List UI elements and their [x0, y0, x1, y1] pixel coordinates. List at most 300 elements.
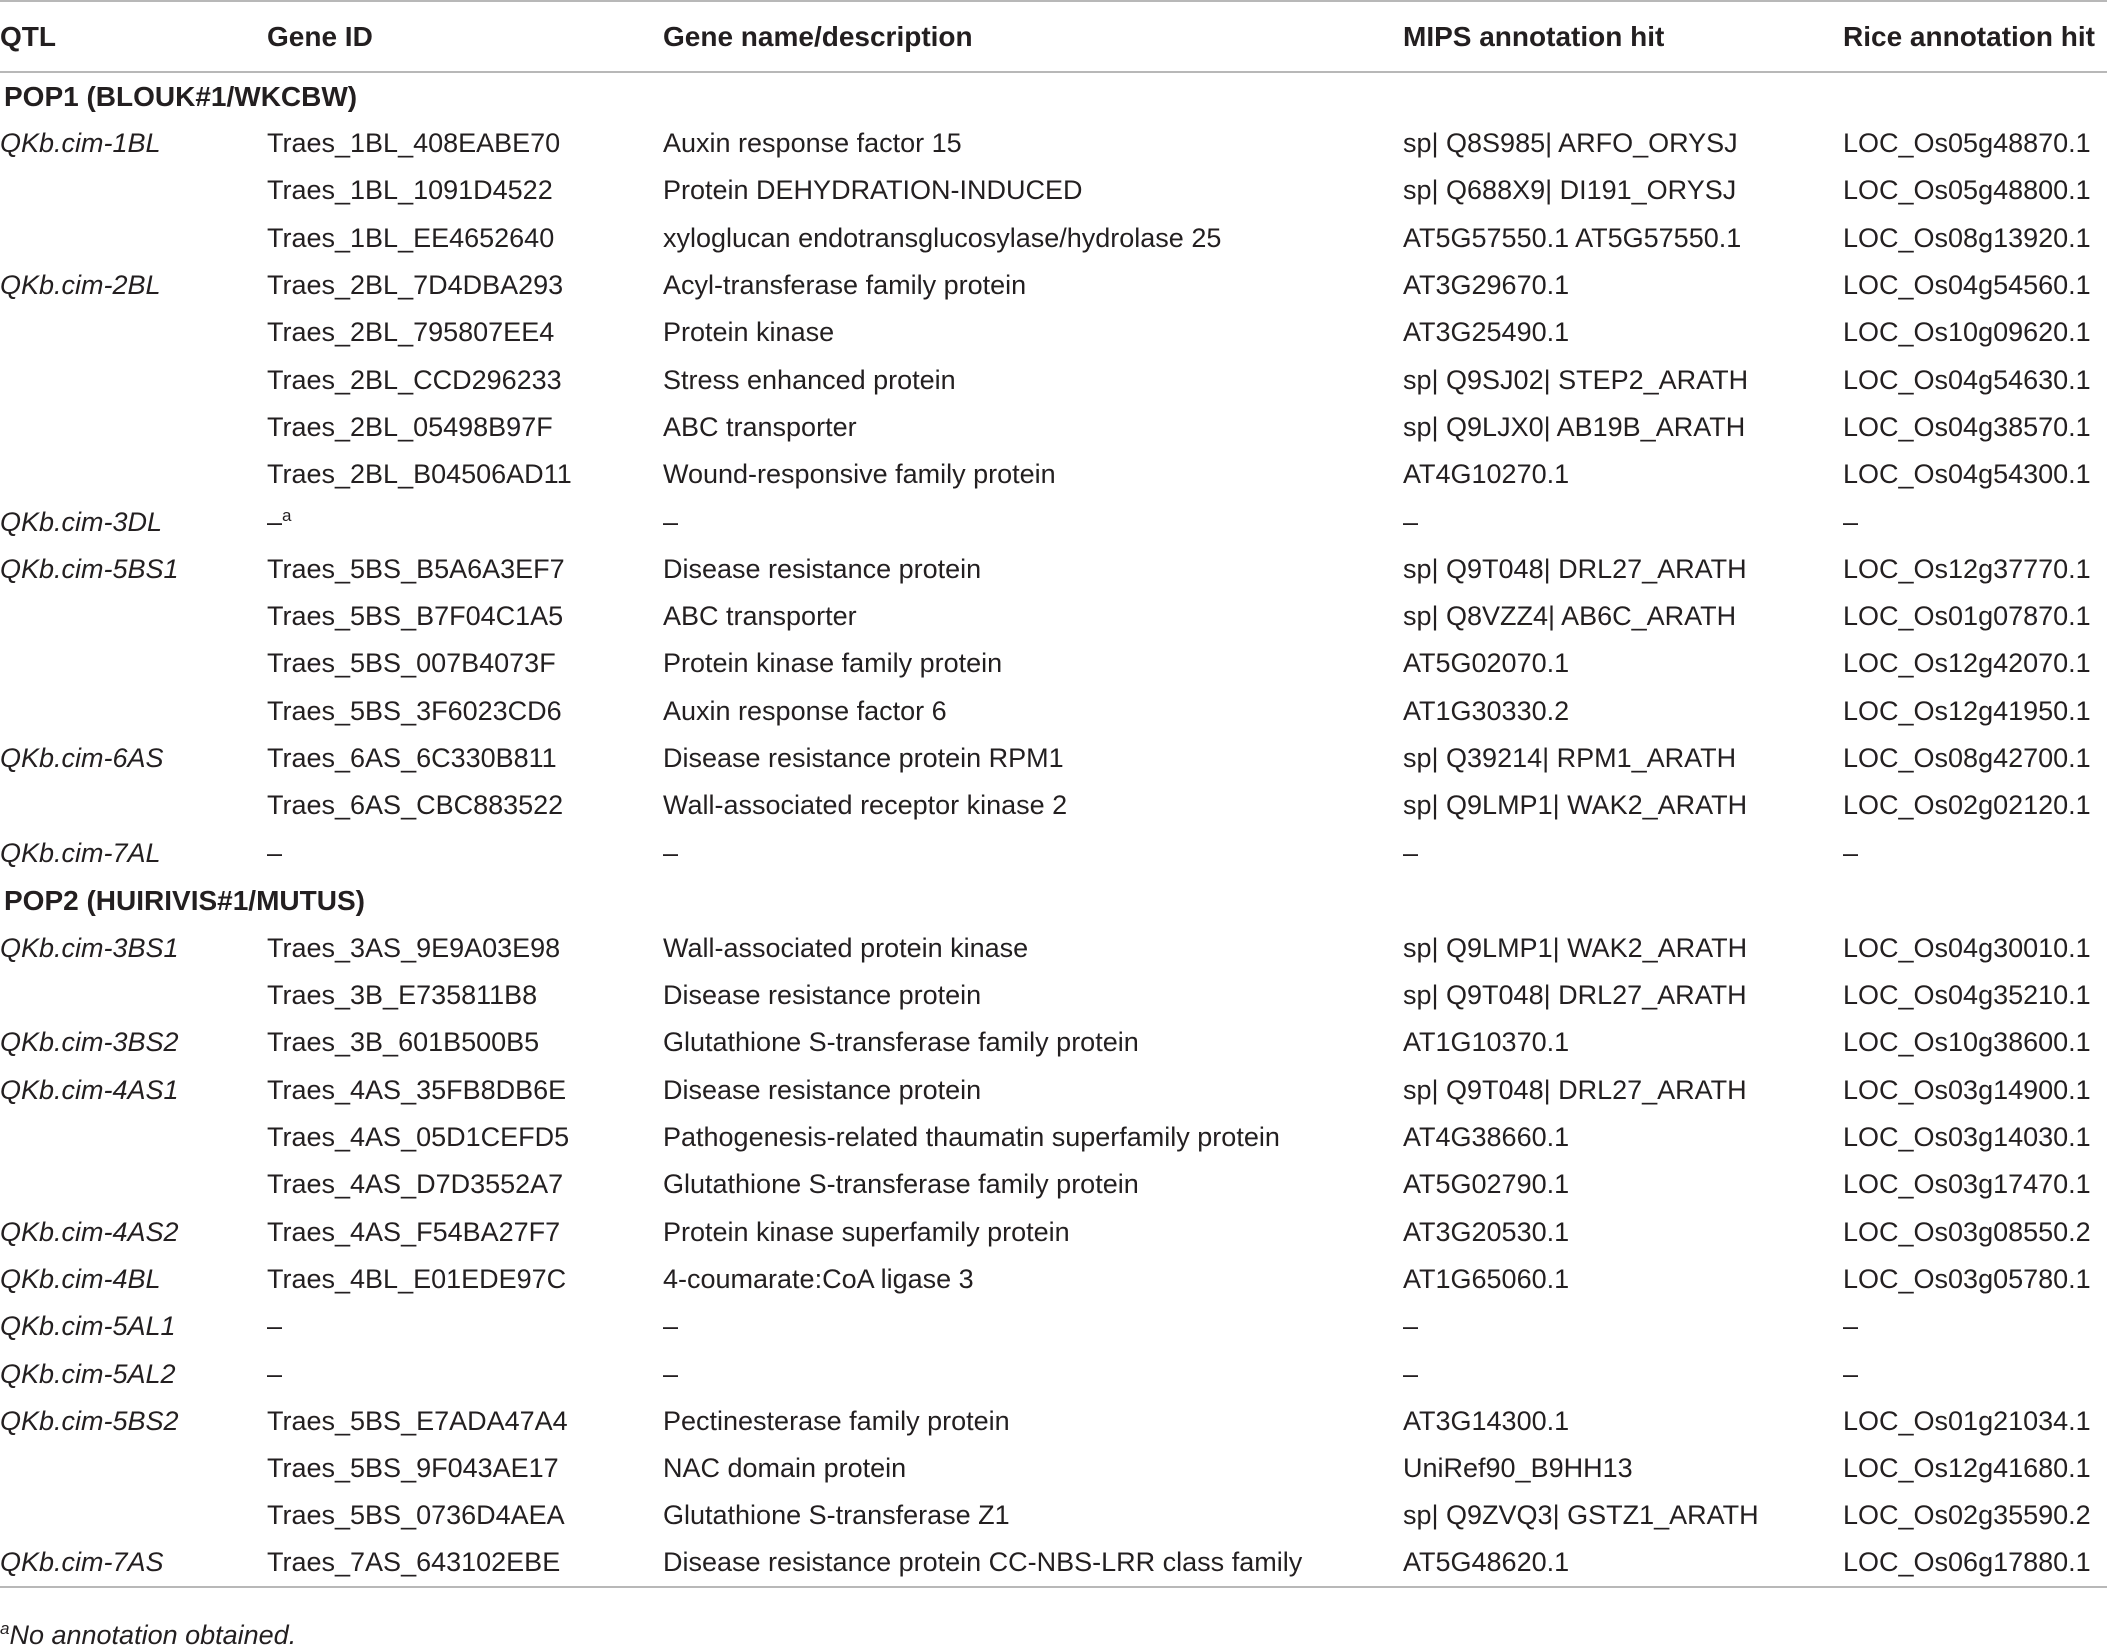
gene-id-cell — [267, 1540, 663, 1587]
gene-id-cell — [267, 1303, 663, 1350]
table-row — [0, 1492, 2107, 1539]
description-cell-text: Protein kinase superfamily protein — [663, 1216, 1070, 1247]
mips-cell — [1403, 972, 1843, 1019]
mips-cell-text: AT3G20530.1 — [1403, 1216, 1570, 1247]
description-cell — [663, 925, 1403, 972]
description-cell — [663, 215, 1403, 262]
table-row — [0, 1067, 2107, 1114]
description-cell-text: NAC domain protein — [663, 1453, 907, 1484]
table-row — [0, 451, 2107, 498]
qtl-cell-text: QKb.cim-5AL1 — [0, 1311, 176, 1342]
description-cell — [663, 498, 1403, 545]
gene-id-cell-text: Traes_4AS_35FB8DB6E — [267, 1074, 567, 1105]
rice-cell — [1843, 120, 2107, 167]
rice-cell — [1843, 1303, 2107, 1350]
qtl-cell — [0, 546, 267, 593]
rice-cell — [1843, 1256, 2107, 1303]
gene-id-cell — [267, 782, 663, 829]
rice-cell-text: – — [1843, 1311, 1859, 1342]
description-cell — [663, 1067, 1403, 1114]
header-qtl: QTL — [0, 1, 267, 72]
description-cell-text: Glutathione S-transferase family protein — [663, 1027, 1139, 1058]
description-cell-text: – — [663, 506, 679, 537]
gene-id-cell — [267, 120, 663, 167]
rice-cell-text: LOC_Os05g48800.1 — [1843, 175, 2091, 206]
description-cell-text: 4-coumarate:CoA ligase 3 — [663, 1263, 974, 1294]
table-row — [0, 1161, 2107, 1208]
description-cell — [663, 404, 1403, 451]
rice-cell — [1843, 167, 2107, 214]
qtl-cell-text: QKb.cim-5AL2 — [0, 1358, 176, 1389]
gene-id-cell — [267, 688, 663, 735]
rice-cell-text: LOC_Os08g42700.1 — [1843, 743, 2091, 773]
mips-cell-text: AT5G02070.1 — [1403, 648, 1570, 679]
description-cell-text: Disease resistance protein — [663, 980, 982, 1011]
section-title: POP2 (HUIRIVIS#1/MUTUS) — [4, 884, 365, 916]
description-cell-text: – — [663, 837, 679, 868]
rice-cell-text: LOC_Os12g41950.1 — [1843, 695, 2091, 726]
qtl-cell — [0, 120, 267, 167]
mips-cell — [1403, 782, 1843, 829]
gene-id-cell — [267, 1445, 663, 1492]
rice-cell — [1843, 1492, 2107, 1539]
description-cell-text: Pathogenesis-related thaumatin superfamily protein — [663, 1122, 1280, 1153]
gene-id-cell-text: Traes_5BS_E7ADA47A4 — [267, 1405, 568, 1436]
rice-cell — [1843, 782, 2107, 829]
description-cell-text: Disease resistance protein CC-NBS-LRR class family — [663, 1547, 1303, 1578]
gene-id-cell-text: Traes_6AS_6C330B811 — [267, 743, 557, 773]
gene-id-cell-text: Traes_4BL_E01EDE97C — [267, 1263, 567, 1294]
table-row — [0, 1303, 2107, 1350]
gene-id-cell — [267, 215, 663, 262]
gene-id-cell-text: Traes_5BS_3F6023CD6 — [267, 695, 562, 726]
description-cell — [663, 1114, 1403, 1161]
mips-cell — [1403, 1114, 1843, 1161]
description-cell-text: Glutathione S-transferase Z1 — [663, 1500, 1010, 1531]
description-cell — [663, 1256, 1403, 1303]
mips-cell — [1403, 1445, 1843, 1492]
header-mips-annotation: MIPS annotation hit — [1403, 1, 1843, 72]
rice-cell — [1843, 309, 2107, 356]
qtl-cell — [0, 215, 267, 262]
rice-cell — [1843, 1067, 2107, 1114]
qtl-cell-text: QKb.cim-6AS — [0, 743, 164, 773]
description-cell — [663, 640, 1403, 687]
rice-cell-text: LOC_Os12g42070.1 — [1843, 648, 2091, 679]
table-row — [0, 1256, 2107, 1303]
qtl-cell — [0, 1019, 267, 1066]
qtl-cell — [0, 593, 267, 640]
rice-cell — [1843, 972, 2107, 1019]
description-cell-text: Glutathione S-transferase family protein — [663, 1169, 1139, 1200]
mips-cell — [1403, 262, 1843, 309]
mips-cell — [1403, 215, 1843, 262]
gene-id-cell — [267, 640, 663, 687]
gene-id-cell — [267, 167, 663, 214]
table-body — [0, 72, 2107, 1587]
qtl-cell — [0, 1161, 267, 1208]
rice-cell-text: LOC_Os01g21034.1 — [1843, 1405, 2091, 1436]
mips-cell — [1403, 546, 1843, 593]
mips-cell-text: sp| Q9SJ02| STEP2_ARATH — [1403, 364, 1749, 395]
mips-cell-text: sp| Q39214| RPM1_ARATH — [1403, 743, 1737, 773]
table-row — [0, 688, 2107, 735]
table-row — [0, 829, 2107, 876]
mips-cell-text: sp| Q9LJX0| AB19B_ARATH — [1403, 411, 1746, 442]
description-cell-text: – — [663, 1358, 679, 1389]
gene-id-cell-text: – — [267, 1311, 283, 1342]
mips-cell — [1403, 640, 1843, 687]
gene-id-cell-text: Traes_3B_601B500B5 — [267, 1027, 540, 1058]
gene-id-cell — [267, 498, 663, 545]
rice-cell — [1843, 688, 2107, 735]
rice-cell — [1843, 546, 2107, 593]
gene-id-cell-text: Traes_1BL_408EABE70 — [267, 128, 561, 159]
gene-id-cell — [267, 1492, 663, 1539]
mips-cell — [1403, 1303, 1843, 1350]
qtl-cell-text: QKb.cim-7AS — [0, 1547, 164, 1578]
gene-id-cell — [267, 546, 663, 593]
rice-cell-text: LOC_Os04g35210.1 — [1843, 980, 2091, 1011]
gene-id-cell-text: Traes_7AS_643102EBE — [267, 1547, 561, 1578]
footnote-ref: a — [282, 505, 292, 525]
rice-cell-text: LOC_Os06g17880.1 — [1843, 1547, 2091, 1578]
mips-cell — [1403, 356, 1843, 403]
rice-cell-text: LOC_Os04g38570.1 — [1843, 411, 2091, 442]
table-row — [0, 498, 2107, 545]
description-cell — [663, 593, 1403, 640]
description-cell-text: Wall-associated protein kinase — [663, 932, 1029, 963]
rice-cell — [1843, 356, 2107, 403]
table-row — [0, 1445, 2107, 1492]
rice-cell-text: LOC_Os10g38600.1 — [1843, 1027, 2091, 1058]
qtl-cell-text: QKb.cim-1BL — [0, 128, 161, 159]
footnote-marker: a — [0, 1619, 10, 1638]
description-cell-text: Stress enhanced protein — [663, 364, 956, 395]
table-row — [0, 1019, 2107, 1066]
gene-id-cell — [267, 404, 663, 451]
section-row — [0, 72, 2107, 120]
qtl-cell — [0, 1350, 267, 1397]
rice-cell — [1843, 1540, 2107, 1587]
gene-id-cell — [267, 356, 663, 403]
gene-id-cell — [267, 829, 663, 876]
gene-id-cell-text: Traes_2BL_05498B97F — [267, 411, 553, 442]
gene-id-cell-text: Traes_5BS_9F043AE17 — [267, 1453, 559, 1484]
description-cell — [663, 546, 1403, 593]
rice-cell-text: LOC_Os02g02120.1 — [1843, 790, 2091, 821]
qtl-cell-text: QKb.cim-3DL — [0, 506, 163, 537]
description-cell-text: Auxin response factor 6 — [663, 695, 947, 726]
gene-id-cell-text: Traes_2BL_7D4DBA293 — [267, 270, 564, 301]
gene-id-cell — [267, 593, 663, 640]
description-cell — [663, 1303, 1403, 1350]
rice-cell-text: LOC_Os04g30010.1 — [1843, 932, 2091, 963]
footnote — [0, 1620, 296, 1651]
description-cell-text: Acyl-transferase family protein — [663, 270, 1027, 301]
rice-cell — [1843, 404, 2107, 451]
gene-id-cell — [267, 925, 663, 972]
description-cell-text: Disease resistance protein RPM1 — [663, 743, 1064, 773]
rice-cell — [1843, 1398, 2107, 1445]
header-rice-annotation: Rice annotation hit — [1843, 1, 2107, 72]
qtl-cell — [0, 167, 267, 214]
rice-cell-text: LOC_Os01g07870.1 — [1843, 601, 2091, 632]
table-row — [0, 1540, 2107, 1587]
rice-cell-text: LOC_Os12g41680.1 — [1843, 1453, 2091, 1484]
mips-cell-text: AT3G14300.1 — [1403, 1405, 1570, 1436]
mips-cell-text: AT1G65060.1 — [1403, 1263, 1570, 1294]
rice-cell-text: LOC_Os04g54300.1 — [1843, 459, 2091, 490]
description-cell — [663, 1209, 1403, 1256]
rice-cell — [1843, 1350, 2107, 1397]
table-row — [0, 925, 2107, 972]
mips-cell-text: sp| Q8VZZ4| AB6C_ARATH — [1403, 601, 1737, 632]
rice-cell — [1843, 215, 2107, 262]
rice-cell-text: LOC_Os03g17470.1 — [1843, 1169, 2091, 1200]
description-cell-text: Wound-responsive family protein — [663, 459, 1056, 490]
gene-id-cell-text: Traes_2BL_795807EE4 — [267, 317, 555, 348]
rice-cell-text: LOC_Os03g05780.1 — [1843, 1263, 2091, 1294]
gene-id-cell — [267, 1209, 663, 1256]
gene-id-cell — [267, 972, 663, 1019]
mips-cell — [1403, 1256, 1843, 1303]
gene-id-cell — [267, 1114, 663, 1161]
table-row — [0, 262, 2107, 309]
description-cell-text: Pectinesterase family protein — [663, 1405, 1010, 1436]
qtl-cell — [0, 1067, 267, 1114]
description-cell-text: – — [663, 1311, 679, 1342]
qtl-cell-text: QKb.cim-3BS1 — [0, 932, 179, 963]
description-cell-text: Protein kinase — [663, 317, 835, 348]
rice-cell-text: – — [1843, 1358, 1859, 1389]
mips-cell-text: sp| Q9LMP1| WAK2_ARATH — [1403, 790, 1748, 821]
gene-id-cell-text: – — [267, 1358, 283, 1389]
description-cell — [663, 262, 1403, 309]
gene-id-cell — [267, 1161, 663, 1208]
qtl-cell-text: QKb.cim-4AS1 — [0, 1074, 179, 1105]
gene-id-cell-text: Traes_3AS_9E9A03E98 — [267, 932, 561, 963]
qtl-cell — [0, 309, 267, 356]
table-row — [0, 1114, 2107, 1161]
qtl-cell — [0, 262, 267, 309]
qtl-cell — [0, 498, 267, 545]
mips-cell-text: AT1G10370.1 — [1403, 1027, 1570, 1058]
description-cell-text: Disease resistance protein — [663, 1074, 982, 1105]
rice-cell-text: LOC_Os03g14030.1 — [1843, 1122, 2091, 1153]
mips-cell-text: UniRef90_B9HH13 — [1403, 1453, 1633, 1484]
gene-id-cell-text: – — [267, 506, 283, 537]
gene-id-cell-text: Traes_4AS_05D1CEFD5 — [267, 1122, 570, 1153]
mips-cell-text: sp| Q9LMP1| WAK2_ARATH — [1403, 932, 1748, 963]
rice-cell — [1843, 1114, 2107, 1161]
table-row — [0, 735, 2107, 782]
gene-id-cell-text: Traes_5BS_007B4073F — [267, 648, 556, 679]
rice-cell-text: LOC_Os03g08550.2 — [1843, 1216, 2091, 1247]
qtl-cell — [0, 1445, 267, 1492]
table-row — [0, 1350, 2107, 1397]
header-row — [0, 1, 2107, 72]
table-row — [0, 593, 2107, 640]
qtl-cell — [0, 640, 267, 687]
mips-cell — [1403, 1209, 1843, 1256]
description-cell-text: Wall-associated receptor kinase 2 — [663, 790, 1068, 821]
qtl-cell-text: QKb.cim-4BL — [0, 1263, 161, 1294]
description-cell — [663, 1445, 1403, 1492]
rice-cell-text: – — [1843, 506, 1859, 537]
section-row — [0, 877, 2107, 925]
mips-cell-text: AT5G57550.1 AT5G57550.1 — [1403, 222, 1742, 253]
qtl-cell — [0, 1256, 267, 1303]
description-cell — [663, 1161, 1403, 1208]
mips-cell — [1403, 925, 1843, 972]
mips-cell-text: sp| Q9T048| DRL27_ARATH — [1403, 980, 1747, 1011]
table-row — [0, 1209, 2107, 1256]
mips-cell — [1403, 1492, 1843, 1539]
gene-id-cell — [267, 1256, 663, 1303]
gene-id-cell — [267, 1398, 663, 1445]
qtl-cell — [0, 829, 267, 876]
mips-cell-text: AT3G29670.1 — [1403, 270, 1570, 301]
qtl-cell — [0, 1492, 267, 1539]
mips-cell — [1403, 1398, 1843, 1445]
mips-cell — [1403, 120, 1843, 167]
mips-cell — [1403, 735, 1843, 782]
description-cell-text: ABC transporter — [663, 601, 857, 632]
mips-cell-text: AT5G48620.1 — [1403, 1547, 1570, 1578]
qtl-cell — [0, 1540, 267, 1587]
mips-cell-text: sp| Q9T048| DRL27_ARATH — [1403, 1074, 1747, 1105]
rice-cell — [1843, 1445, 2107, 1492]
gene-id-cell — [267, 451, 663, 498]
qtl-cell — [0, 451, 267, 498]
gene-id-cell — [267, 735, 663, 782]
rice-cell-text: LOC_Os10g09620.1 — [1843, 317, 2091, 348]
rice-cell — [1843, 640, 2107, 687]
table-row — [0, 120, 2107, 167]
mips-cell-text: AT4G38660.1 — [1403, 1122, 1570, 1153]
qtl-cell — [0, 1209, 267, 1256]
qtl-cell — [0, 735, 267, 782]
rice-cell-text: LOC_Os08g13920.1 — [1843, 222, 2091, 253]
table-row — [0, 546, 2107, 593]
gene-id-cell-text: Traes_6AS_CBC883522 — [267, 790, 564, 821]
mips-cell-text: sp| Q8S985| ARFO_ORYSJ — [1403, 128, 1738, 159]
qtl-cell-text: QKb.cim-3BS2 — [0, 1027, 179, 1058]
description-cell-text: xyloglucan endotransglucosylase/hydrolase 25 — [663, 222, 1222, 253]
gene-id-cell — [267, 1067, 663, 1114]
mips-cell — [1403, 688, 1843, 735]
header-gene-description: Gene name/description — [663, 1, 1403, 72]
description-cell-text: Disease resistance protein — [663, 553, 982, 584]
qtl-cell — [0, 782, 267, 829]
mips-cell — [1403, 309, 1843, 356]
rice-cell — [1843, 1161, 2107, 1208]
rice-cell-text: LOC_Os04g54560.1 — [1843, 270, 2091, 301]
table-row — [0, 356, 2107, 403]
qtl-cell-text: QKb.cim-2BL — [0, 270, 161, 301]
rice-cell — [1843, 735, 2107, 782]
qtl-cell-text: QKb.cim-5BS2 — [0, 1405, 179, 1436]
mips-cell — [1403, 1540, 1843, 1587]
rice-cell — [1843, 925, 2107, 972]
description-cell — [663, 356, 1403, 403]
mips-cell-text: – — [1403, 1358, 1419, 1389]
description-cell — [663, 1350, 1403, 1397]
mips-cell — [1403, 1019, 1843, 1066]
qtl-cell — [0, 1398, 267, 1445]
description-cell — [663, 735, 1403, 782]
rice-cell-text: LOC_Os05g48870.1 — [1843, 128, 2091, 159]
table-row — [0, 1398, 2107, 1445]
mips-cell-text: AT3G25490.1 — [1403, 317, 1570, 348]
gene-id-cell-text: Traes_5BS_B5A6A3EF7 — [267, 553, 565, 584]
description-cell — [663, 1019, 1403, 1066]
qtl-cell-text: QKb.cim-7AL — [0, 837, 161, 868]
table-row — [0, 782, 2107, 829]
mips-cell-text: sp| Q9T048| DRL27_ARATH — [1403, 553, 1747, 584]
rice-cell — [1843, 829, 2107, 876]
mips-cell-text: – — [1403, 1311, 1419, 1342]
description-cell — [663, 1492, 1403, 1539]
section-title: POP1 (BLOUK#1/WKCBW) — [4, 80, 358, 112]
description-cell — [663, 309, 1403, 356]
description-cell — [663, 167, 1403, 214]
description-cell — [663, 120, 1403, 167]
qtl-cell — [0, 356, 267, 403]
gene-id-cell — [267, 262, 663, 309]
mips-cell — [1403, 1350, 1843, 1397]
description-cell-text: Protein DEHYDRATION-INDUCED — [663, 175, 1083, 206]
description-cell-text: Auxin response factor 15 — [663, 128, 962, 159]
mips-cell-text: AT4G10270.1 — [1403, 459, 1570, 490]
description-cell — [663, 1398, 1403, 1445]
rice-cell — [1843, 262, 2107, 309]
rice-cell — [1843, 498, 2107, 545]
qtl-cell — [0, 1114, 267, 1161]
table-row — [0, 640, 2107, 687]
rice-cell-text: LOC_Os12g37770.1 — [1843, 553, 2091, 584]
gene-id-cell-text: Traes_5BS_B7F04C1A5 — [267, 601, 564, 632]
mips-cell — [1403, 167, 1843, 214]
qtl-cell-text: QKb.cim-4AS2 — [0, 1216, 179, 1247]
rice-cell-text: LOC_Os04g54630.1 — [1843, 364, 2091, 395]
description-cell — [663, 972, 1403, 1019]
rice-cell-text: LOC_Os03g14900.1 — [1843, 1074, 2091, 1105]
qtl-cell-text: QKb.cim-5BS1 — [0, 553, 179, 584]
gene-id-cell-text: Traes_2BL_B04506AD11 — [267, 459, 572, 490]
gene-id-cell-text: Traes_1BL_EE4652640 — [267, 222, 555, 253]
gene-id-cell — [267, 309, 663, 356]
rice-cell — [1843, 1209, 2107, 1256]
table-row — [0, 215, 2107, 262]
header-gene-id: Gene ID — [267, 1, 663, 72]
gene-id-cell-text: Traes_1BL_1091D4522 — [267, 175, 553, 206]
mips-cell-text: AT5G02790.1 — [1403, 1169, 1570, 1200]
mips-cell — [1403, 404, 1843, 451]
table-row — [0, 167, 2107, 214]
mips-cell — [1403, 1067, 1843, 1114]
mips-cell — [1403, 1161, 1843, 1208]
description-cell-text: Protein kinase family protein — [663, 648, 1003, 679]
gene-id-cell-text: Traes_4AS_D7D3552A7 — [267, 1169, 564, 1200]
description-cell — [663, 829, 1403, 876]
rice-cell — [1843, 593, 2107, 640]
description-cell — [663, 1540, 1403, 1587]
qtl-cell — [0, 404, 267, 451]
table-row — [0, 972, 2107, 1019]
gene-id-cell-text: – — [267, 837, 283, 868]
